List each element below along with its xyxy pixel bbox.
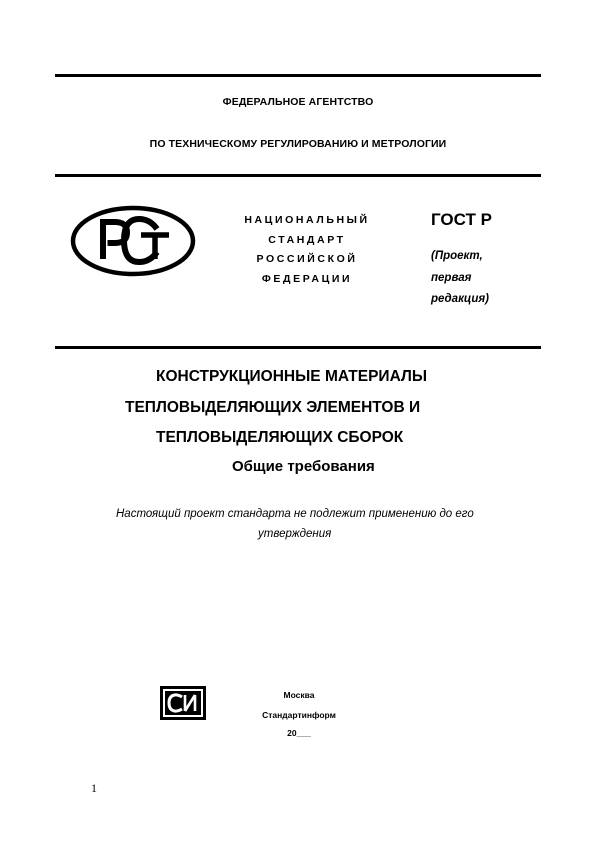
national-standard-line: ФЕДЕРАЦИИ: [261, 272, 353, 285]
page-number: 1: [91, 781, 97, 795]
top-rule: [55, 74, 541, 77]
rst-certification-mark-icon: [70, 205, 196, 277]
draft-status: [431, 246, 531, 311]
standartinform-logo-icon: [160, 686, 206, 720]
draft-status-line: (Проект,: [431, 250, 483, 262]
title-top-rule: [55, 346, 541, 349]
agency-name-line-1: ФЕДЕРАЛЬНОЕ АГЕНТСТВО: [222, 96, 374, 108]
imprint-year: 20___: [287, 728, 311, 738]
agency-name-line-2: ПО ТЕХНИЧЕСКОМУ РЕГУЛИРОВАНИЮ И МЕТРОЛОГИИ: [149, 138, 447, 150]
draft-status-line: первая: [431, 271, 472, 284]
header-bottom-rule: [55, 174, 541, 177]
document-title-line-1: КОНСТРУКЦИОННЫЕ МАТЕРИАЛЫ: [156, 368, 428, 385]
draft-status-line: редакция): [431, 293, 489, 305]
gost-code: ГОСТ Р: [431, 210, 492, 229]
national-standard-line: НАЦИОНАЛЬНЫЙ: [244, 214, 370, 226]
draft-notice-line-2: утверждения: [258, 528, 332, 540]
national-standard-line: РОССИЙСКОЙ: [256, 253, 358, 265]
national-standard-line: СТАНДАРТ: [268, 233, 346, 246]
draft-notice-line-1: Настоящий проект стандарта не подлежит применению до его: [116, 508, 474, 520]
imprint-city: Москва: [283, 690, 315, 700]
document-subtitle: Общие требования: [232, 458, 375, 475]
document-title-line-3: ТЕПЛОВЫДЕЛЯЮЩИХ СБОРОК: [156, 429, 404, 446]
document-title-line-2: ТЕПЛОВЫДЕЛЯЮЩИХ ЭЛЕМЕНТОВ И: [125, 399, 421, 416]
imprint-publisher: Стандартинформ: [262, 710, 336, 720]
national-standard-label: [222, 211, 392, 289]
